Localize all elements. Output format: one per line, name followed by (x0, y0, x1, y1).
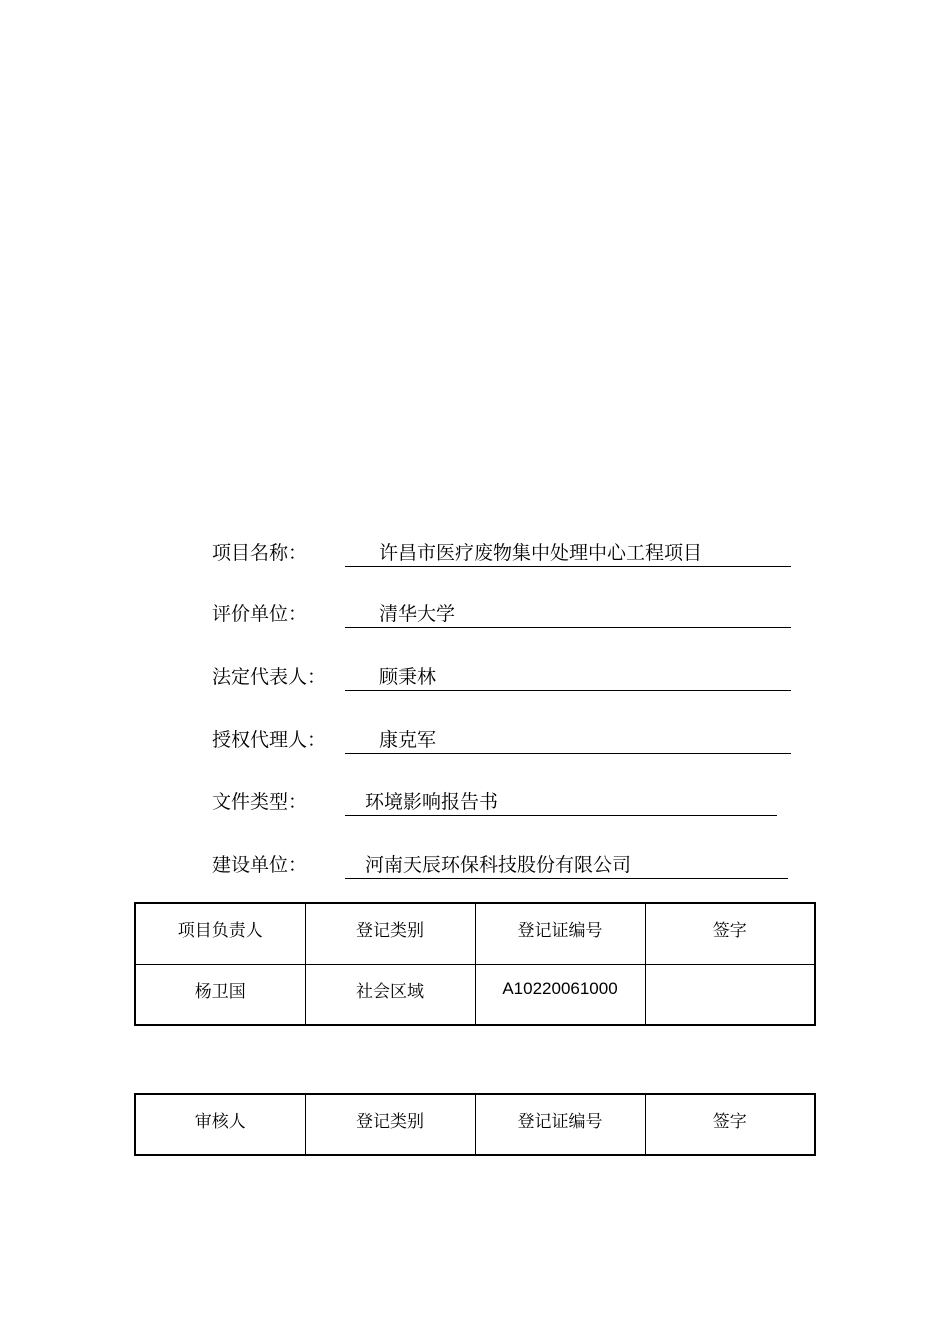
field-label: 法定代表人： (212, 666, 327, 688)
field-label: 文件类型： (212, 791, 308, 813)
reviewer-table (134, 1093, 816, 1156)
field-label: 评价单位： (212, 603, 308, 625)
table-row (135, 964, 815, 1025)
table-header-row (135, 1094, 815, 1155)
table-header-cell: 签字 (645, 1094, 815, 1155)
table-header-cell: 登记证编号 (475, 903, 645, 964)
field-label: 建设单位： (212, 854, 308, 876)
field-value-underline (345, 852, 788, 879)
table-cell: 杨卫国 (135, 964, 305, 1025)
field-label: 项目名称： (212, 542, 308, 564)
table-header-cell: 登记类别 (305, 903, 475, 964)
field-value-underline (345, 789, 777, 816)
field-value-underline (345, 664, 791, 691)
responsible-person-table (134, 902, 816, 1026)
table-cell: 社会区域 (305, 964, 475, 1025)
field-value-underline (345, 601, 791, 628)
table-header-cell: 签字 (645, 903, 815, 964)
table-header-cell: 审核人 (135, 1094, 305, 1155)
field-value-underline (345, 727, 791, 754)
field-value: 环境影响报告书 (365, 791, 499, 813)
table-header-cell: 项目负责人 (135, 903, 305, 964)
table-header-cell: 登记证编号 (475, 1094, 645, 1155)
field-value: 河南天辰环保科技股份有限公司 (365, 854, 632, 876)
field-label: 授权代理人： (212, 729, 327, 751)
table-header-cell: 登记类别 (305, 1094, 475, 1155)
field-value: 许昌市医疗废物集中处理中心工程项目 (379, 542, 703, 564)
field-value: 清华大学 (379, 603, 456, 625)
table-header-row (135, 903, 815, 964)
field-value: 康克军 (379, 729, 437, 751)
field-value-underline (345, 540, 791, 567)
signature-cell (645, 964, 815, 1025)
table-cell: A10220061000 (475, 964, 645, 1025)
field-value: 顾秉林 (379, 666, 437, 688)
